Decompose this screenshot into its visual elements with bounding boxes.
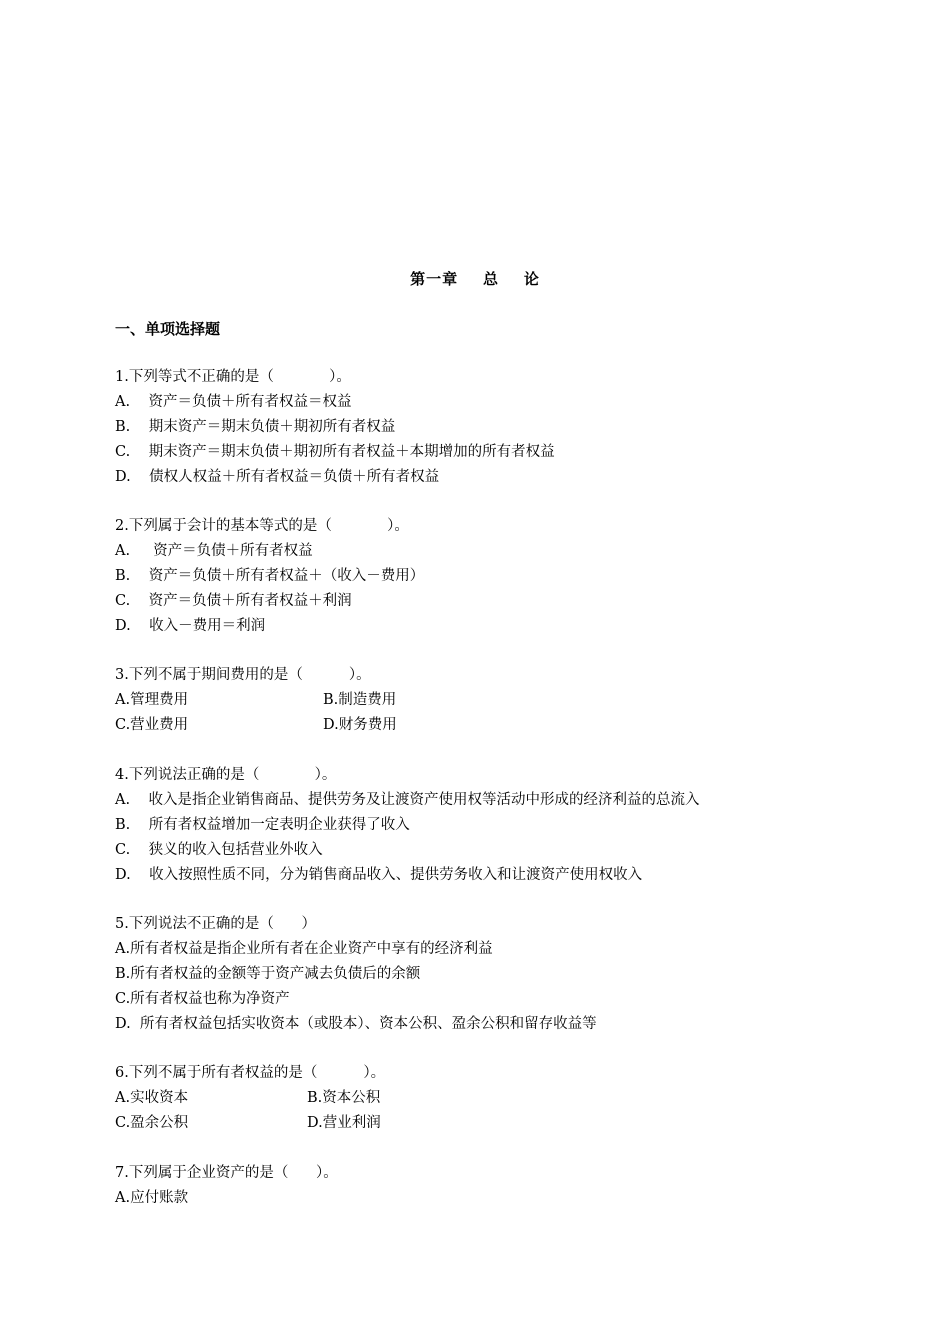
option-d: D. 所有者权益包括实收资本（或股本）、资本公积、盈余公积和留存收益等 [115,1016,597,1032]
option-a: A. 资产＝负债＋所有者权益＝权益 [115,394,352,410]
option-c: C. 狭义的收入包括营业外收入 [115,842,323,858]
question-4 [115,763,875,888]
option-d: D.营业利润 [307,1115,381,1131]
option-d: D. 收入－费用＝利润 [115,618,266,634]
question-stem: 7.下列属于企业资产的是（ ）。 [115,1165,338,1181]
question-1 [115,365,875,490]
option-c: C. 期末资产＝期末负债＋期初所有者权益＋本期增加的所有者权益 [115,444,555,460]
options-row [115,1111,875,1136]
question-stem: 4.下列说法正确的是（ ）。 [115,767,337,783]
options-row [115,688,875,713]
option-b: B.资本公积 [307,1090,381,1106]
option-b: B. 资产＝负债＋所有者权益＋（收入－费用） [115,568,425,584]
question-2 [115,514,875,639]
option-a: A.所有者权益是指企业所有者在企业资产中享有的经济利益 [115,941,493,957]
option-a: A.管理费用 [115,692,189,708]
option-b: B.所有者权益的金额等于资产减去负债后的余额 [115,966,421,982]
question-3 [115,663,875,738]
option-d: D. 债权人权益＋所有者权益＝负债＋所有者权益 [115,469,440,485]
option-b: B.制造费用 [323,692,397,708]
question-stem: 3.下列不属于期间费用的是（ ）。 [115,667,371,683]
option-c: C.营业费用 [115,717,189,733]
section-title: 一、单项选择题 [115,320,221,338]
question-5 [115,912,875,1037]
option-b: B. 所有者权益增加一定表明企业获得了收入 [115,817,410,833]
question-stem: 1.下列等式不正确的是（ ）。 [115,369,351,385]
option-a: A.实收资本 [115,1090,189,1106]
question-stem: 6.下列不属于所有者权益的是（ ）。 [115,1065,386,1081]
option-c: C.盈余公积 [115,1115,189,1131]
options-row [115,1086,875,1111]
option-c: C.所有者权益也称为净资产 [115,991,290,1007]
question-7 [115,1161,875,1211]
option-d: D.财务费用 [323,717,397,733]
option-a: A. 资产＝负债＋所有者权益 [115,543,313,559]
option-c: C. 资产＝负债＋所有者权益＋利润 [115,593,352,609]
option-b: B. 期末资产＝期末负债＋期初所有者权益 [115,419,396,435]
question-stem: 5.下列说法不正确的是（ ） [115,916,316,932]
option-a: A.应付账款 [115,1190,189,1206]
option-a: A. 收入是指企业销售商品、提供劳务及让渡资产使用权等活动中形成的经济利益的总流入 [115,792,700,808]
options-row [115,713,875,738]
question-stem: 2.下列属于会计的基本等式的是（ ）。 [115,518,409,534]
chapter-title: 第一章 总 论 [410,270,540,288]
question-6 [115,1061,875,1136]
option-d: D. 收入按照性质不同，分为销售商品收入、提供劳务收入和让渡资产使用权收入 [115,867,643,883]
